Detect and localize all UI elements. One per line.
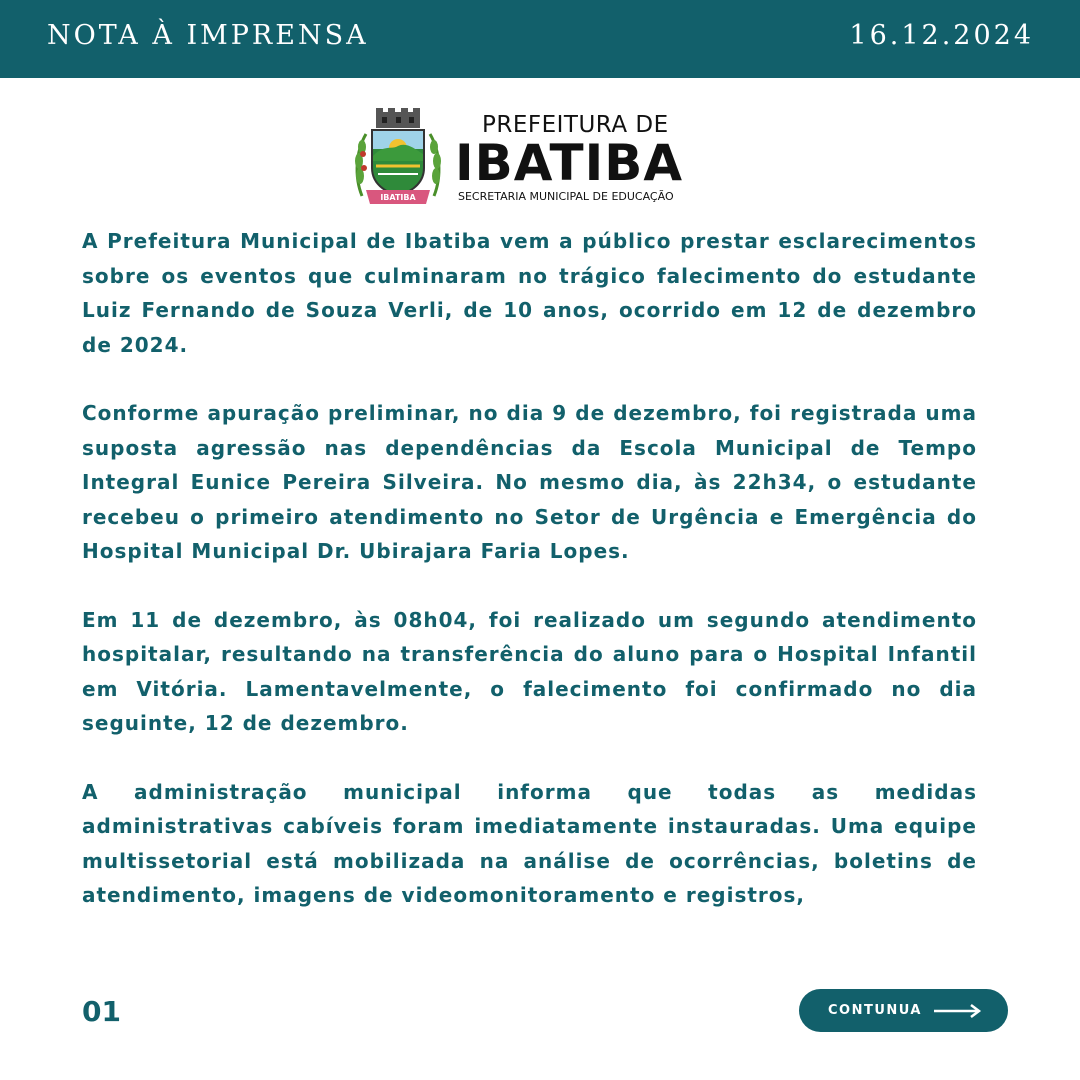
ibatiba-logo — [352, 106, 692, 212]
paragraph-4: A administração municipal informa que todas as medidas administrativas cabíveis foram imediatamente instauradas. Uma equipe multissetorial está mobilizada na análise de ocorrências, boletins de atendimento, imagens de videomonitoramento e registros, — [82, 779, 977, 907]
press-release-body — [82, 224, 977, 947]
arrow-right-icon — [934, 1004, 982, 1018]
page-number: 01 — [82, 995, 121, 1028]
crest-ribbon-text: IBATIBA — [380, 193, 416, 202]
paragraph-3: Em 11 de dezembro, às 08h04, foi realizado um segundo atendimento hospitalar, resultando na transferência do aluno para o Hospital Infantil em Vitória. Lamentavelmente, o falecimento foi confirmado no dia seguinte, 12 de dezembro. — [82, 607, 977, 735]
continue-button[interactable] — [799, 989, 1008, 1032]
logo-line-prefeitura: PREFEITURA DE — [482, 112, 669, 138]
paragraph-1: A Prefeitura Municipal de Ibatiba vem a público prestar esclarecimentos sobre os eventos que culminaram no trágico falecimento do estudante Luiz Fernando de Souza Verli, de 10 anos, ocorrido em 12 de dezembro de 2024. — [82, 229, 977, 357]
header-bar — [0, 0, 1080, 78]
logo-line-ibatiba: IBATIBA — [455, 134, 684, 192]
release-date: 16.12.2024 — [849, 20, 1034, 51]
coat-of-arms-icon — [352, 106, 444, 210]
press-note-label: NOTA À IMPRENSA — [47, 20, 369, 51]
logo-line-secretaria: SECRETARIA MUNICIPAL DE EDUCAÇÃO — [458, 190, 674, 203]
paragraph-2: Conforme apuração preliminar, no dia 9 de dezembro, foi registrada uma suposta agressão nas dependências da Escola Municipal de Tempo Integral Eunice Pereira Silveira. No mesmo dia, às 22h34, o estudante recebeu o primeiro atendimento no Setor de Urgência e Emergência do Hospital Municipal Dr. Ubirajara Faria Lopes. — [82, 401, 977, 563]
continue-button-label: CONTUNUA — [828, 1003, 922, 1018]
